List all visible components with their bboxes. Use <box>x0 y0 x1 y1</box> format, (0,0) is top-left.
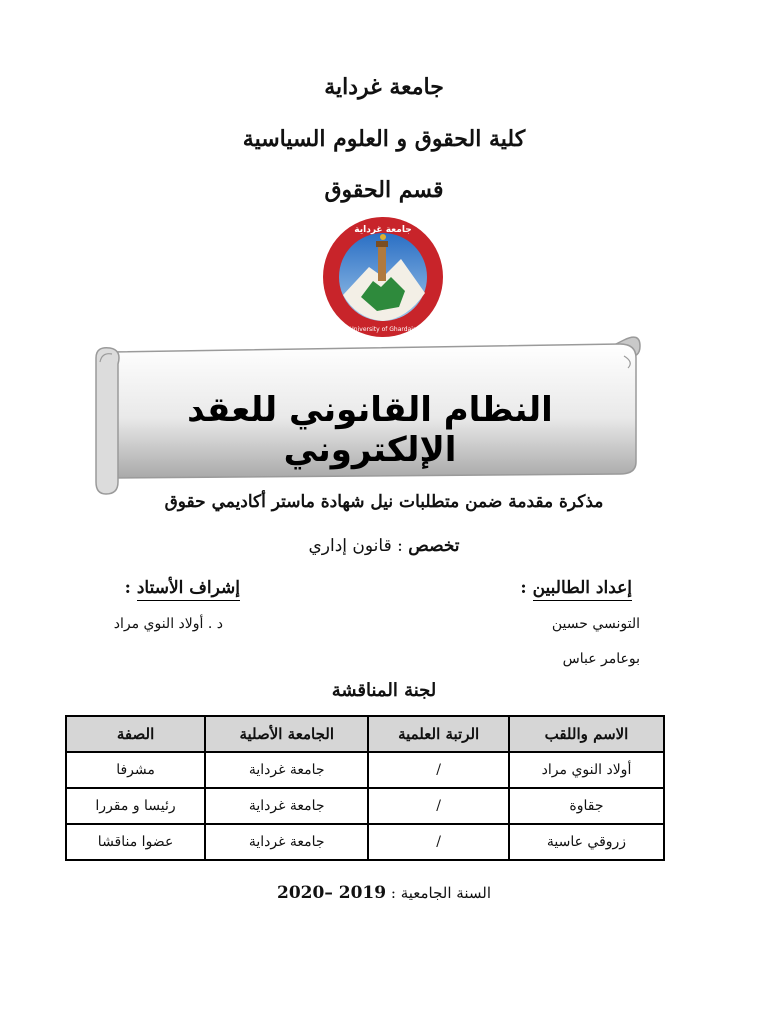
table-cell: جامعة غرداية <box>205 752 368 788</box>
memo-description: مذكرة مقدمة ضمن متطلبات نيل شهادة ماستر أكاديمي حقوق <box>164 492 604 512</box>
student-name: بوعامر عباس <box>562 651 640 667</box>
committee-table <box>65 715 665 861</box>
table-row <box>66 824 664 860</box>
column-header: الصفة <box>66 716 205 752</box>
supervisor-label: إشراف الأستاد : <box>125 578 240 598</box>
department-name: قسم الحقوق <box>324 177 444 203</box>
specialty-value: : قانون إداري <box>308 536 403 556</box>
university-name: جامعة غرداية <box>324 74 444 100</box>
table-cell: / <box>368 752 509 788</box>
table-header-row <box>66 716 664 752</box>
academic-year-label: السنة الجامعية : <box>390 884 491 902</box>
specialty-label: تخصص <box>408 536 460 556</box>
faculty-name: كلية الحقوق و العلوم السياسية <box>242 126 526 152</box>
student-name: التونسي حسين <box>551 616 640 632</box>
academic-year <box>0 883 768 903</box>
table-row <box>66 752 664 788</box>
logo-bottom-text: University of Ghardaia <box>349 326 417 333</box>
committee-title: لجنة المناقشة <box>331 680 437 701</box>
thesis-title: النظام القانوني للعقد الإلكتروني <box>187 390 553 470</box>
logo-top-text: جامعة غرداية <box>354 225 412 235</box>
column-header: الجامعة الأصلية <box>205 716 368 752</box>
table-cell: جامعة غرداية <box>205 824 368 860</box>
table-cell: / <box>368 824 509 860</box>
table-cell: مشرفا <box>66 752 205 788</box>
academic-year-value: 2019 –2020 <box>277 883 387 903</box>
column-header: الرتبة العلمية <box>368 716 509 752</box>
table-cell: عضوا مناقشا <box>66 824 205 860</box>
students-label: إعداد الطالبين : <box>520 578 632 598</box>
specialty-line <box>0 536 768 556</box>
table-cell: رئيسا و مقررا <box>66 788 205 824</box>
table-cell: جامعة غرداية <box>205 788 368 824</box>
university-logo <box>321 215 445 339</box>
table-row <box>66 788 664 824</box>
table-cell: جقاوة <box>509 788 664 824</box>
table-cell: / <box>368 788 509 824</box>
column-header: الاسم واللقب <box>509 716 664 752</box>
table-cell: أولاد النوي مراد <box>509 752 664 788</box>
table-cell: زروقي عاسية <box>509 824 664 860</box>
supervisor-name: د . أولاد النوي مراد <box>113 616 223 632</box>
